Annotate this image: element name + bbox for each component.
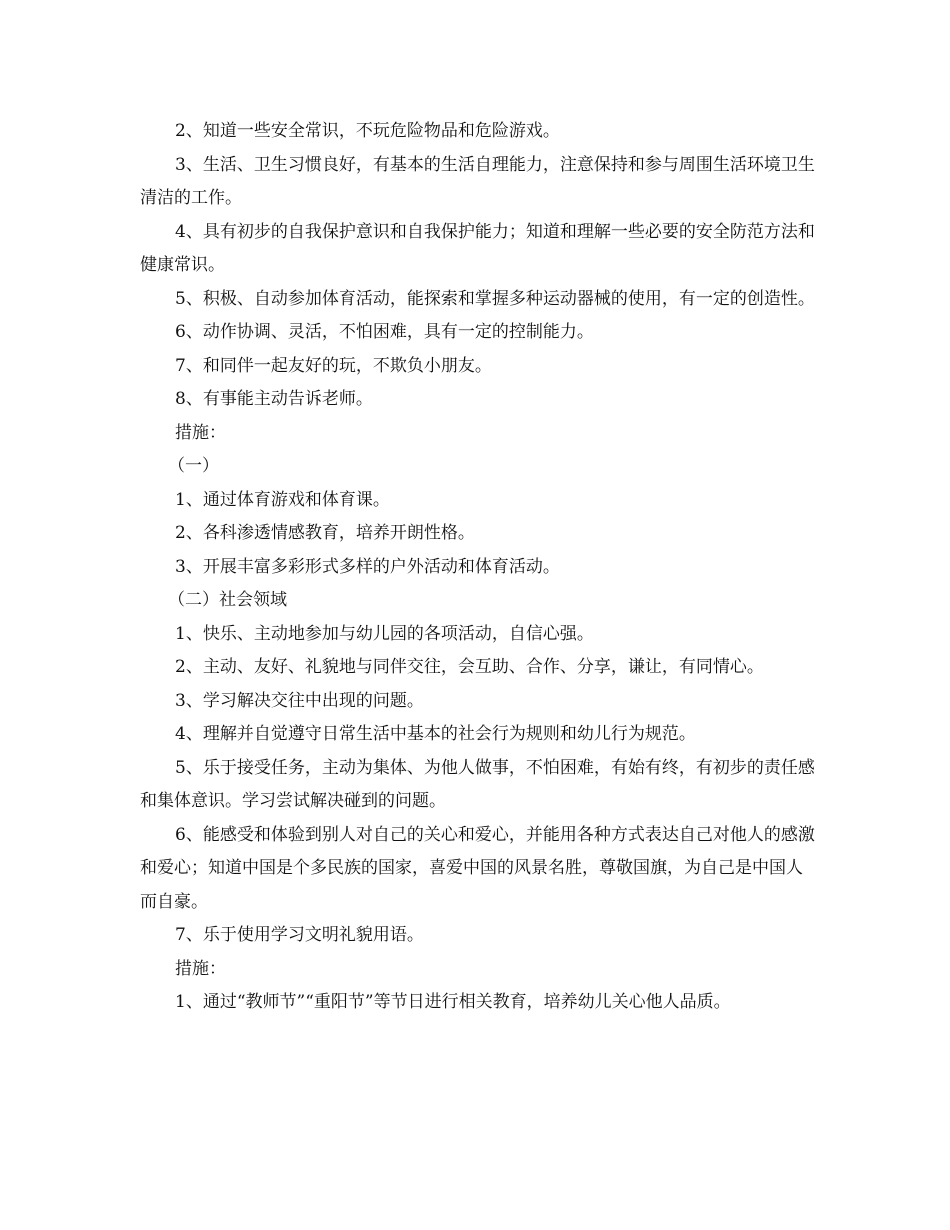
paragraph: 1、通过体育游戏和体育课。 xyxy=(175,489,390,510)
paragraph: 6、能感受和体验到别人对自己的关心和爱心，并能用各种方式表达自己对他人的感激和爱心；知道中国是个多民族的国家，喜爱中国的风景名胜，尊敬国旗，为自己是中国人而自豪。 xyxy=(140,824,815,912)
paragraph: 2、主动、友好、礼貌地与同伴交往，会互助、合作、分享，谦让，有同情心。 xyxy=(175,657,764,677)
paragraph: 6、动作协调、灵活，不怕困难，具有一定的控制能力。 xyxy=(175,322,594,342)
paragraph: 2、知道一些安全常识，不玩危险物品和危险游戏。 xyxy=(175,121,560,141)
paragraph: 3、生活、卫生习惯良好，有基本的生活自理能力，注意保持和参与周围生活环境卫生清洁的工作。 xyxy=(140,154,815,208)
paragraph: 4、具有初步的自我保护意识和自我保护能力；知道和理解一些必要的安全防范方法和健康常识。 xyxy=(140,221,815,275)
paragraph: 7、和同伴一起友好的玩，不欺负小朋友。 xyxy=(175,355,492,376)
paragraph: 1、快乐、主动地参加与幼儿园的各项活动，自信心强。 xyxy=(175,623,594,644)
paragraph: 3、开展丰富多彩形式多样的户外活动和体育活动。 xyxy=(175,556,560,577)
document-body xyxy=(140,115,816,1020)
paragraph: 2、各科渗透情感教育，培养开朗性格。 xyxy=(175,523,475,543)
measures-heading: 措施： xyxy=(175,958,226,979)
paragraph: 5、积极、自动参加体育活动，能探索和掌握多种运动器械的使用，有一定的创造性。 xyxy=(175,288,815,309)
paragraph: 7、乐于使用学习文明礼貌用语。 xyxy=(175,925,424,945)
paragraph: 4、理解并自觉遵守日常生活中基本的社会行为规则和幼儿行为规范。 xyxy=(175,724,696,744)
section-heading: （二）社会领域 xyxy=(168,590,287,610)
paragraph: 1、通过“教师节”“重阳节”等节日进行相关教育，培养幼儿关心他人品质。 xyxy=(175,992,731,1012)
paragraph: 8、有事能主动告诉老师。 xyxy=(175,389,373,409)
section-heading: （一） xyxy=(168,456,219,476)
paragraph: 5、乐于接受任务，主动为集体、为他人做事，不怕困难，有始有终，有初步的责任感和集体意识。学习尝试解决碰到的问题。 xyxy=(140,757,815,811)
measures-heading: 措施： xyxy=(175,422,226,443)
paragraph: 3、学习解决交往中出现的问题。 xyxy=(175,690,424,711)
